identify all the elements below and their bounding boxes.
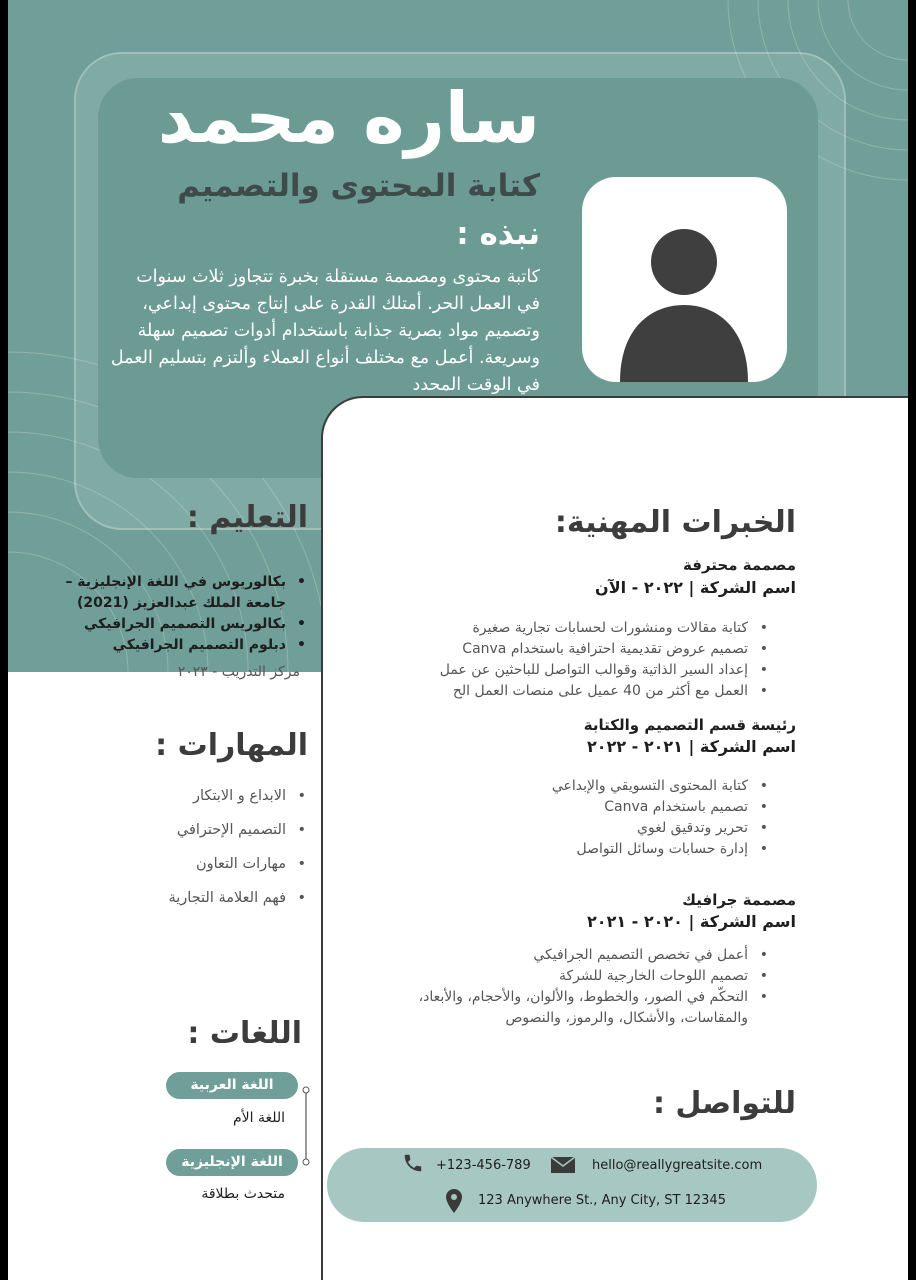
list-item: • تصميم باستخدام Canva [552, 797, 770, 818]
language-pill: اللغة العربية [166, 1072, 298, 1099]
list-item: • كتابة مقالات ومنشورات لحسابات تجارية صغيرة [440, 618, 770, 639]
skills-title: المهارات : [155, 728, 308, 763]
job-tasks [552, 776, 770, 860]
job-role: مصممة محترفة [683, 556, 796, 574]
job-company: اسم الشركة | ٢٠٢٠ - ٢٠٢١ [587, 912, 796, 931]
job-role: مصممة جرافيك [682, 891, 796, 909]
list-item: • إدارة حسابات وسائل التواصل [552, 839, 770, 860]
location-pin-icon [445, 1188, 463, 1214]
list-item: • بكالوريس التصميم الجرافيكي [65, 614, 308, 635]
mail-icon [550, 1156, 576, 1174]
job-company: اسم الشركة | ٢٠٢٢ - الآن [595, 578, 796, 597]
list-item: والمقاسات، والأشكال، والرموز، والنصوص [505, 1010, 748, 1026]
language-timeline [298, 1086, 314, 1166]
person-placeholder-icon [582, 177, 787, 382]
education-footnote: مركز التدريب - ٢٠٢٣ [177, 664, 300, 680]
list-item: • تحرير وتدقيق لغوي [552, 818, 770, 839]
job-tasks [440, 618, 770, 702]
contact-title: للتواصل : [652, 1086, 796, 1121]
list-item: • العمل مع أكثر من 40 عميل على منصات العمل الح [440, 681, 770, 702]
list-item: • الابداع و الابتكار [168, 788, 308, 822]
about-text: كاتبة محتوى ومصممة مستقلة بخبرة تتجاوز ثلاث سنوات في العمل الحر. أمتلك القدرة على إنتاج محتوى إبداعي، وتصميم مواد بصرية جذابة باستخدام أدوات تصميم سهلة وسريعة. أعمل مع مختلف أنواع العملاء وألتزم بتسليم العمل في الوقت المحدد [110, 267, 540, 395]
list-item: • بكالوريوس في اللغة الإنجليزية – [65, 572, 308, 593]
phone-icon [402, 1151, 424, 1175]
phone-link[interactable]: +123-456-789 [436, 1158, 531, 1173]
list-item: • أعمل في تخصص التصميم الجرافيكي [419, 945, 770, 966]
list-item: • التحكّم في الصور، والخطوط، والألوان، والأحجام، والأبعاد، [419, 987, 770, 1008]
list-item: • دبلوم التصميم الجرافيكي [65, 635, 308, 656]
avatar [582, 177, 787, 382]
list-item: • تصميم اللوحات الخارجية للشركة [419, 966, 770, 987]
list-item: جامعة الملك عبدالعزيز (2021) [77, 595, 286, 611]
languages-title: اللغات : [187, 1016, 302, 1051]
person-name: ساره محمد [157, 77, 540, 159]
resume-page [8, 0, 908, 1280]
job-role: رئيسة قسم التصميم والكتابة [583, 716, 796, 734]
language-pill: اللغة الإنجليزية [166, 1149, 298, 1176]
language-level: متحدث بطلاقة [201, 1186, 285, 1202]
email-link[interactable]: hello@reallygreatsite.com [592, 1158, 763, 1173]
list-item: • تصميم عروض تقديمية احترافية باستخدام Canva [440, 639, 770, 660]
job-title: كتابة المحتوى والتصميم [177, 168, 540, 204]
list-item: • فهم العلامة التجارية [168, 890, 308, 924]
experience-title: الخبرات المهنية: [554, 505, 796, 540]
list-item: • كتابة المحتوى التسويقي والإبداعي [552, 776, 770, 797]
job-company: اسم الشركة | ٢٠٢١ - ٢٠٢٢ [587, 737, 796, 756]
language-level: اللغة الأم [232, 1110, 285, 1126]
education-title: التعليم : [186, 500, 308, 535]
education-list [65, 572, 308, 656]
list-item: • مهارات التعاون [168, 856, 308, 890]
about-heading: نبذه : [456, 216, 540, 252]
list-item: • التصميم الإحترافي [168, 822, 308, 856]
job-tasks [419, 945, 770, 1029]
list-item: • إعداد السير الذاتية وقوالب التواصل للباحثين عن عمل [440, 660, 770, 681]
skills-list [168, 788, 308, 924]
address-text: 123 Anywhere St., Any City, ST 12345 [478, 1193, 726, 1208]
